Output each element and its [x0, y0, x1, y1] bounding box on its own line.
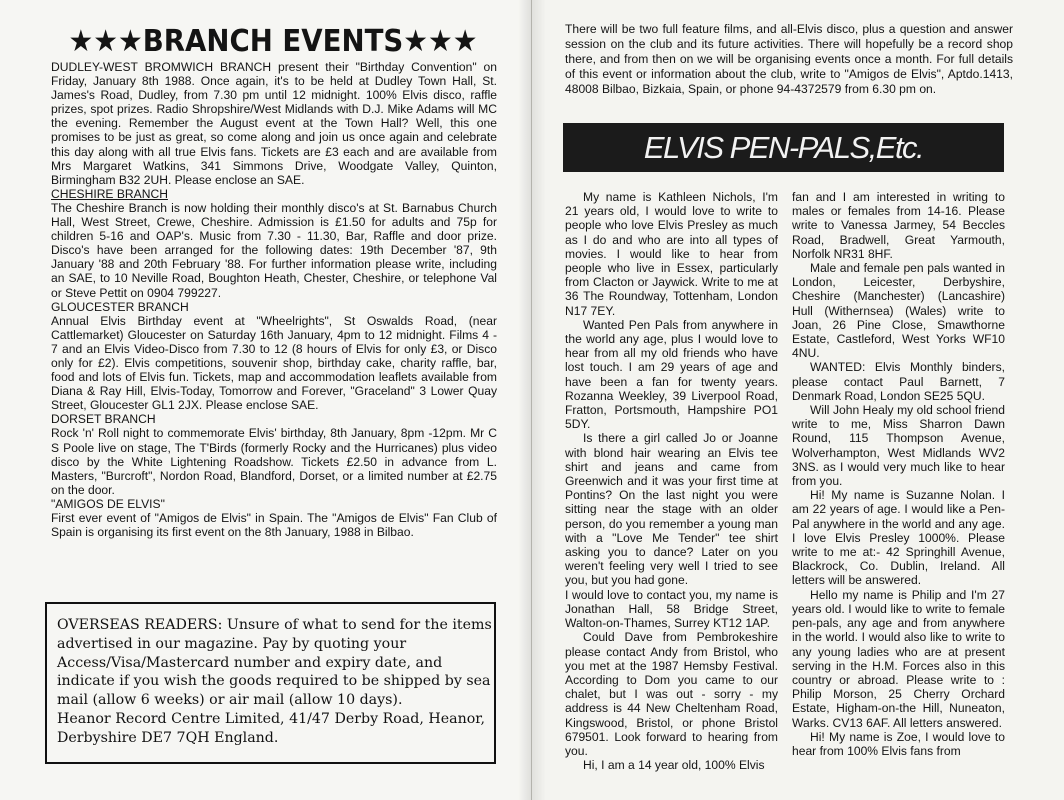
- gloucester-branch-heading: GLOUCESTER BRANCH: [51, 299, 189, 314]
- pen-pal-entry: Will John Healy my old school friend write to me, Miss Sharron Dawn Round, 115 Thompson Avenue, Wolverhampton, West Midlands WV2 3NS. as I would very much like to hear from you.: [792, 403, 1005, 489]
- overseas-line: Heanor Record Centre Limited, 41/47 Derby Road, Heanor,: [57, 710, 486, 727]
- pen-pal-entry: Is there a girl called Jo or Joanne with blond hair wearing an Elvis tee shirt and jeans and came from Greenwich and it was your first time at Pontins? On the last night you were sitting near the stage with an older person, do you remember a young man with a "Love Me Tender" tee shirt asking you to dance? Later on you weren't feeling very well I tried to see you, but you had gone.: [565, 431, 778, 588]
- overseas-line: indicate if you wish the goods required to be shipped by sea: [57, 673, 491, 690]
- pen-pal-entry: Male and female pen pals wanted in London, Leicester, Derbyshire, Cheshire (Manchester) (Lancashire) Hull (Withernsea) (Wales) write to Joan, 26 Pine Close, Smawthorne Estate, Castleford, West Yorks WF10 4NU.: [792, 261, 1005, 361]
- overseas-line: Access/Visa/Mastercard number and expiry date, and: [57, 654, 443, 671]
- pen-pal-entry: Hello my name is Philip and I'm 27 years old. I would like to write to female pen-pals, any age and from anywhere in the world. I would also like to write to any young ladies who are at present serving in the H.M. Forces also in this country or abroad. Please write to : Philip Morson, 25 Cherry Orchard Estate, Higham-on-the Hill, Nuneaton, Warks. CV13 6AF. All letters answered.: [792, 587, 1005, 730]
- cheshire-branch-heading: CHESHIRE BRANCH: [51, 186, 168, 201]
- pen-pal-entry: Hi! My name is Suzanne Nolan. I am 22 years of age. I would like a Pen-Pal anywhere in the world and any age. I love Elvis Presley 1000%. Please write to me at:- 42 Springhill Avenue, Blackrock, Co. Dublin, Ireland. All letters will be answered.: [792, 488, 1005, 588]
- pen-pal-entry: WANTED: Elvis Monthly binders, please contact Paul Barnett, 7 Denmark Road, London SE25 5QU.: [792, 360, 1005, 403]
- amigos-continued-text: There will be two full feature films, and all-Elvis disco, plus a question and answer session on the club and its future activities. There will hopefully be a record shop there, and from then on we will be organising events once a month. For full details of this event or information about the club, write to "Amigos de Elvis", Aptdo.1413, 48008 Bilbao, Bizkaia, Spain, or phone 94-4372579 from 6.30 pm on.: [565, 22, 1013, 96]
- pen-pal-entry: Wanted Pen Pals from anywhere in the world any age, plus I would love to hear from all my old friends who have lost touch. I am 29 years of age and have been a fan for twenty years. Rozanna Weekley, 39 Liverpool Road, Fratton, Portsmouth, Hampshire PO1 5DY.: [565, 317, 778, 432]
- pen-pal-entry: fan and I am interested in writing to males or females from 14-16. Please write to Vanessa Jarmey, 54 Beccles Road, Bradwell, Great Yarmouth, Norfolk NR31 8HF.: [792, 190, 1005, 261]
- pen-pals-banner: ELVIS PEN-PALS,Etc.: [563, 123, 1004, 172]
- overseas-line: advertised in our magazine. Pay by quoting your: [57, 635, 407, 652]
- pen-pal-entry: Hi, I am a 14 year old, 100% Elvis: [583, 758, 765, 773]
- gloucester-branch-text: Annual Elvis Birthday event at "Wheelrights", St Oswalds Road, (near Cattlemarket) Gloucester on Saturday 16th January, 4pm to 12 midnight. Films 4 - 7 and an Elvis Video-Disco from 7.30 to 12 (8 hours of Elvis for only £3, or Disco only for £2). Elvis competitions, souvenir shop, birthday cake, charity raffle, bar, food and lots of Elvis fun. Tickets, map and accommodation leaflets available from Diana & Ray Hill, Elvis-Today, Tomorrow and Forever, "Graceland" 3 Lower Quay Street, Gloucester GL1 2JX. Please enclose SAE.: [51, 313, 497, 413]
- pen-pal-entry: Could Dave from Pembrokeshire please contact Andy from Bristol, who you met at the 1987 Hemsby Festival. According to Dom you came to our chalet, but I was out - sorry - my address is 44 New Cheltenham Road, Kingswood, Bristol, or phone Bristol 679501. Look forward to hearing from you.: [565, 630, 778, 758]
- overseas-line: Derbyshire DE7 7QH England.: [57, 729, 279, 746]
- overseas-line: OVERSEAS READERS: Unsure of what to send for the items: [57, 617, 492, 633]
- pen-pal-entry: I would love to contact you, my name is Jonathan Hall, 58 Bridge Street, Walton-on-Thames, Surrey KT12 1AP.: [565, 587, 778, 631]
- pen-pals-column-2: [792, 190, 1005, 758]
- amigos-heading: "AMIGOS DE ELVIS": [51, 496, 165, 511]
- overseas-line: mail (allow 6 weeks) or air mail (allow 10 days).: [57, 692, 403, 709]
- amigos-text: First ever event of "Amigos de Elvis" in Spain. The "Amigos de Elvis" Fan Club of Spain is organising its first event on the 8th January, 1988 in Bilbao.: [51, 511, 497, 540]
- pen-pal-entry: My name is Kathleen Nichols, I'm 21 years old, I would love to write to people who love Elvis Presley as much as I do and who are into all types of movies. I would like to hear from people who live in Essex, particularly from Clacton or Jaywick. Write to me at 36 The Roundway, Tottenham, London N17 7EY.: [565, 190, 778, 318]
- gutter-shadow: [518, 0, 532, 800]
- gutter-shadow: [532, 0, 546, 800]
- overseas-readers-box: [45, 602, 496, 764]
- branch-events-body: [51, 60, 497, 539]
- branch-events-title: ★★★BRANCH EVENTS★★★: [68, 24, 478, 59]
- pen-pal-entry: Hi! My name is Zoe, I would love to hear from 100% Elvis fans from: [792, 729, 1005, 758]
- cheshire-branch-text: The Cheshire Branch is now holding their monthly disco's at St. Barnabus Church Hall, West Street, Crewe, Cheshire. Admission is £1.50 for adults and 75p for children 5-16 and OAP's. Music from 7.30 - 11.30, Bar, Raffle and door prize. Disco's have been arranged for the following dates: 19th December '87, 9th January '88 and 20th February '88. For further information please write, including an SAE, to 10 Neville Road, Boughton Heath, Chester, Cheshire, or telephone Val or Steve Pettit on 0904 799227.: [51, 200, 497, 300]
- dudley-branch-text: DUDLEY-WEST BROMWICH BRANCH present their "Birthday Convention" on Friday, January 8th 1988. Once again, it's to be held at Dudley Town Hall, St. James's Road, Dudley, from 7.30 pm until 12 midnight. 100% Elvis disco, raffle prizes, spot prizes. Radio Shropshire/West Midlands with D.J. Mike Adams will MC the evening. Remember the August event at the Town Hall? Well, this one promises to be just as great, so come along and join us once again and celebrate this day along with all true Elvis fans. Tickets are £3 each and are available from Mrs Margaret Watkins, 341 Simmons Drive, Woodgate Valley, Quinton, Birmingham B32 2UH. Please enclose an SAE.: [51, 60, 497, 187]
- pen-pals-column-1: [565, 190, 778, 772]
- dorset-branch-text: Rock 'n' Roll night to commemorate Elvis' birthday, 8th January, 8pm -12pm. Mr C S Poole live on stage, The T'Birds (formerly Rocky and the Hurricanes) plus video disco by the White Lightening Roadshow. Tickets £2.50 in advance from L. Masters, "Burcroft", Nordon Road, Blandford, Dorset, or a limited number at £2.75 on the door.: [51, 426, 497, 497]
- dorset-branch-heading: DORSET BRANCH: [51, 412, 156, 427]
